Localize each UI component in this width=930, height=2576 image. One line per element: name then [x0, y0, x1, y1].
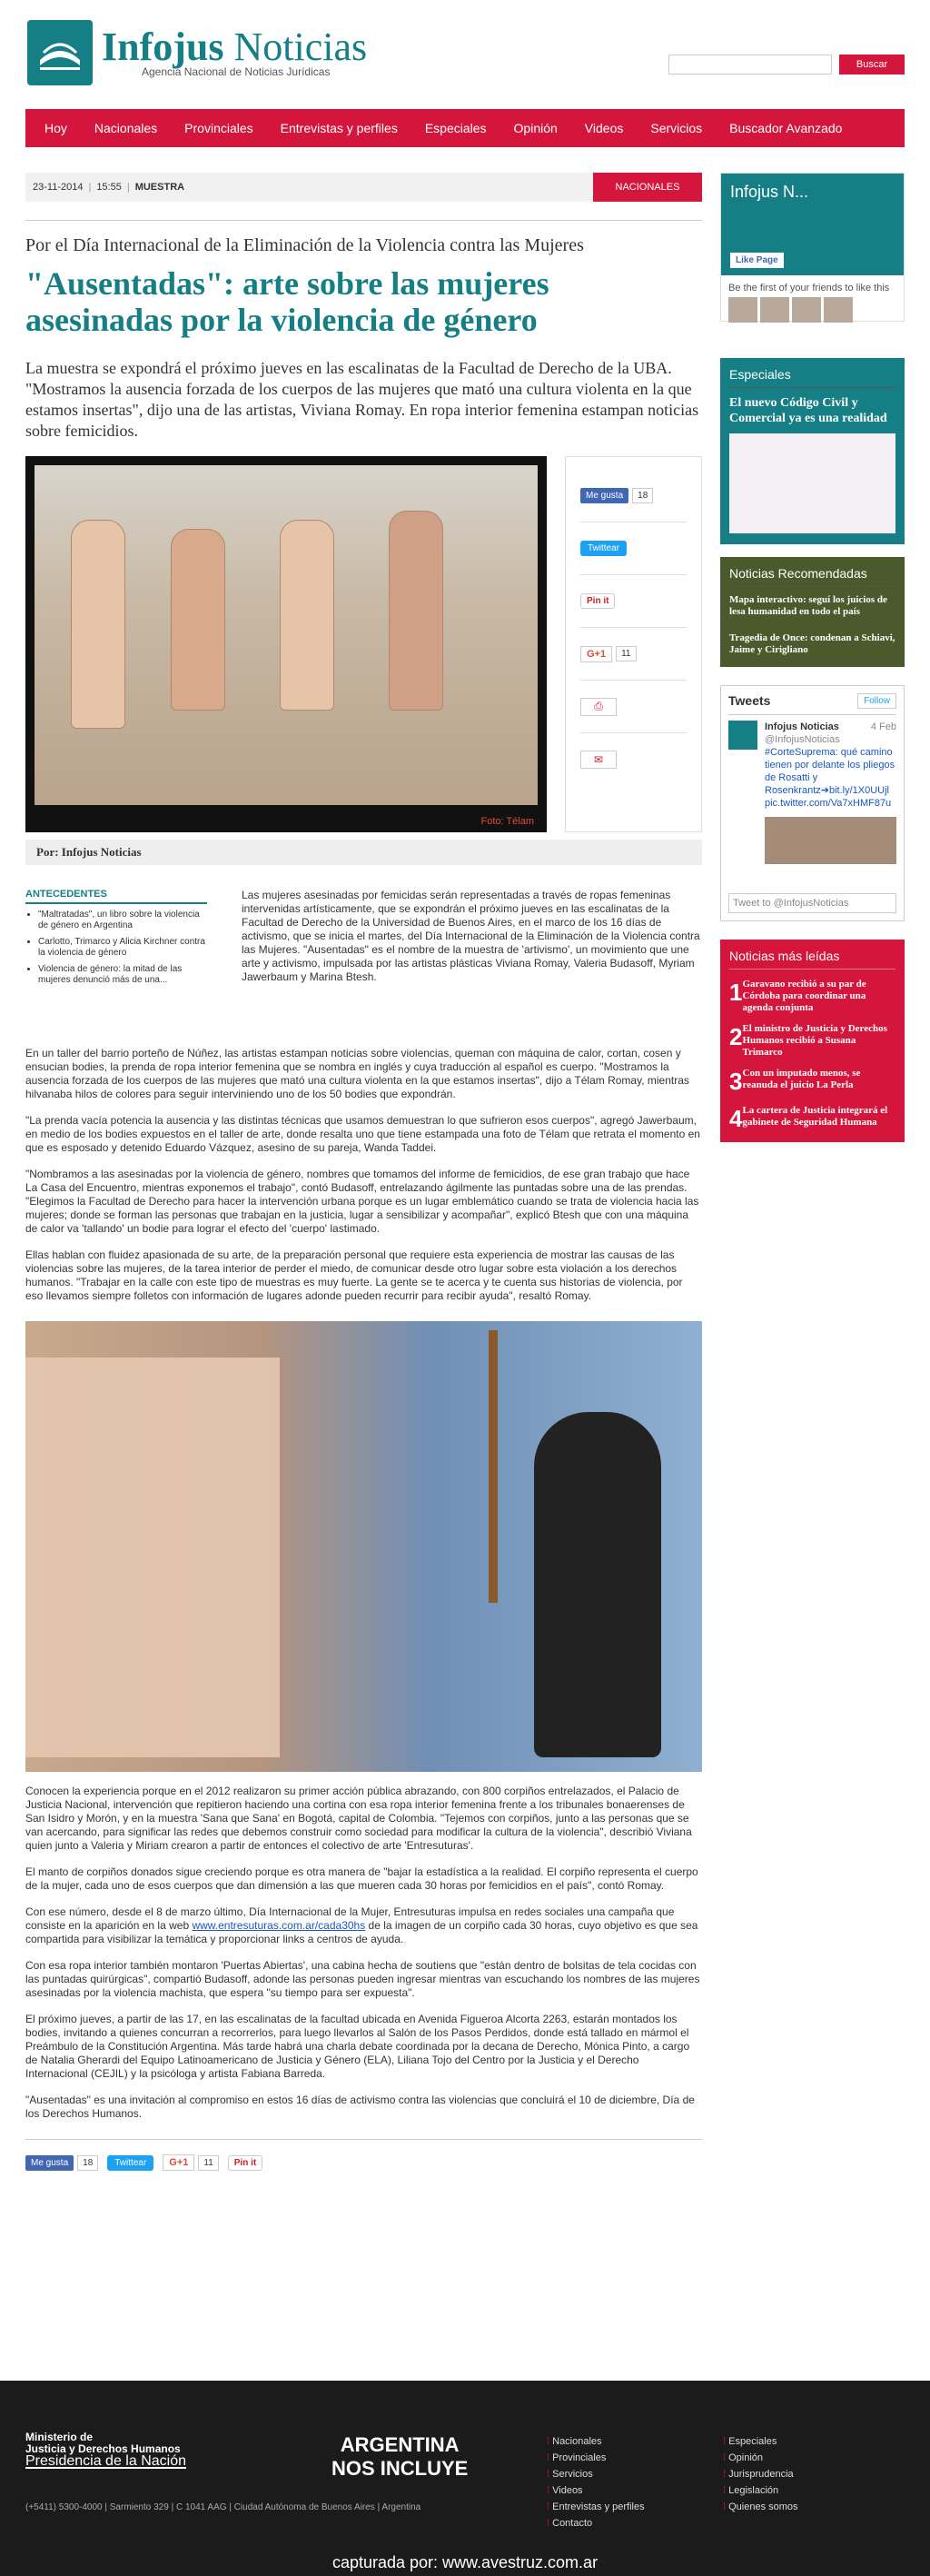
- nav-buscador[interactable]: Buscador Avanzado: [729, 121, 843, 135]
- photo-hanger: [489, 1330, 498, 1603]
- facebook-widget: [720, 173, 905, 322]
- ministry-logo[interactable]: Ministerio de Justicia y Derechos Humanos Presidencia de la Nación: [25, 2431, 186, 2469]
- section-badge[interactable]: NACIONALES: [593, 173, 702, 202]
- avatar: [728, 297, 757, 323]
- fb-page-title[interactable]: Infojus N...: [730, 183, 809, 201]
- most-read-item[interactable]: 1 Garavano recibió a su par de Córdoba para coordinar una agenda conjunta: [729, 979, 866, 1013]
- search-box: [668, 55, 905, 75]
- article-lead: La muestra se expondrá el próximo jueves en las escalinatas de la Facultad de Derecho de la UBA. "Mostramos la ausencia forzada de los cuerpos de las mujeres que mató una cultura violenta en la que estamos insertas", dijo una de las artistas, Viviana Romay. En ropa interior femenina estampan noticias sobre femicidios.: [25, 359, 699, 440]
- footer-links: [547, 2433, 645, 2531]
- paragraph: Con esa ropa interior también montaron 'Puertas Abiertas', una cabina hecha de soutiens que "están dentro de bolsitas de tela cocidas con las puntadas quirúrgicas", compartió Budasoff, adonde las personas pueden ingresar mientras van escuchando los nombres de las mujeres asesinadas por la violencia machista, que espera "su tiempo para ser expuesta".: [25, 1959, 700, 1999]
- fb-friends-text: Be the first of your friends to like this: [721, 275, 904, 330]
- capture-watermark: capturada por: www.avestruz.com.ar: [331, 2553, 599, 2571]
- article-label: MUESTRA: [134, 182, 185, 193]
- footer-link[interactable]: ⁞ Contacto: [547, 2515, 645, 2531]
- nav-hoy[interactable]: Hoy: [45, 121, 67, 135]
- header: [0, 0, 930, 109]
- related-title: ANTECEDENTES: [25, 889, 207, 904]
- paragraph: "Ausentadas" es una invitación al compromiso en estos 16 días de activismo contra las violencias que concluirá el 10 de diciembre, Día de los Derechos Humanos.: [25, 2094, 695, 2120]
- paragraph: Las mujeres asesinadas por femicidas serán representadas a través de ropas femeninas intervenidas artísticamente, que se expondrán el próximo jueves en las escalinatas de la Facultad de Derecho de la Universidad de Buenos Aires, en el marco de los 16 días de activismo, que se inicia el martes, del Día Internacional de la Eliminación de la Violencia contra las Mujeres. "Ausentadas" es el nombre de la muestra de 'artivismo', un movimiento que une arte y activismo, impulsada por las artistas plásticas Viviana Romay, Valeria Budasoff, Myriam Jawerbaum y Marina Btesh.: [242, 889, 700, 983]
- twitter-widget: [720, 685, 905, 921]
- pinterest-button[interactable]: Pin it: [228, 2155, 262, 2171]
- paragraph: Con ese número, desde el 8 de marzo último, Día Internacional de la Mujer, Entresuturas impulsa en redes sociales una campaña que consiste en la aparición en la web www.entresuturas.com.ar/cada30hs de la imagen de un corpiño cada 30 horas, cuyo objetivo es que sea compartida para visibilizar la temática y proporcionar links a centros de ayuda.: [25, 1905, 698, 1945]
- pinterest-button[interactable]: Pin it: [580, 593, 615, 609]
- footer-link[interactable]: ⁞ Jurisprudencia: [723, 2466, 798, 2482]
- gplus-button[interactable]: G+1: [580, 646, 612, 662]
- especiales-panel: [720, 358, 905, 544]
- footer-link[interactable]: ⁞ Legislación: [723, 2482, 798, 2499]
- paragraph: El manto de corpiños donados sigue creciendo porque es otra manera de "bajar la estadística a la realidad. El corpiño representa el cuerpo de la mujer, cada uno de esos cuerpos que dan dimensión a las que mueren cada 30 horas por femicidios en el país", contó Romay.: [25, 1865, 698, 1892]
- media-block: [25, 456, 702, 832]
- paragraph: En un taller del barrio porteño de Núñez, las artistas estampan noticias sobre violencias, queman con máquina de calor, cortan, cosen y ensucian bodies, la prenda de ropa interior femenina que se nombra en inglés y cuya traducción al español es cuerpo. "Mostramos la ausencia forzada de los cuerpos de las mujeres que mató una cultura violenta en la que estamos insertas", dijo a Télam Romay, mientras hilvanaba hilos de colores para seguir interviniendo uno de los 50 bodies que expondrán.: [25, 1047, 689, 1100]
- tweet-image[interactable]: [765, 817, 896, 864]
- photo-image: [35, 465, 538, 805]
- footer-link[interactable]: ⁞ Nacionales: [547, 2433, 645, 2450]
- avatar: [824, 297, 853, 323]
- recomendada-item[interactable]: Tragedia de Once: condenan a Schiavi, Jaime y Cirigliano: [729, 632, 895, 655]
- book-icon: [27, 20, 93, 85]
- gplus-count: 11: [198, 2155, 218, 2171]
- tweet: Infojus Noticias 4 Feb @InfojusNoticias #CorteSuprema: qué camino tienen por delante los pliegos de Rosatti y Rosenkrantz➔bit.ly/1X0UUjl pic.twitter.com/Va7xHMF87u: [728, 721, 896, 810]
- argentina-logo: ARGENTINA NOS INCLUYE: [331, 2433, 469, 2480]
- search-button[interactable]: Buscar: [839, 55, 905, 75]
- brand-name: Infojus Noticias: [102, 25, 368, 69]
- avatar: [792, 297, 821, 323]
- article-body: [25, 889, 702, 2171]
- brand-tagline: Agencia Nacional de Noticias Jurídicas: [142, 65, 331, 78]
- print-icon[interactable]: ⎙: [580, 698, 617, 716]
- follow-button[interactable]: Follow: [857, 693, 896, 709]
- tweet-button[interactable]: Twittear: [580, 541, 627, 556]
- bottom-share: [25, 2139, 702, 2171]
- paragraph: Ellas hablan con fluidez apasionada de su arte, de la preparación personal que requiere esta experiencia de mostrar las causas de las violencias sobre las mujeres, de la tarea interior de perder el miedo, de comunicar desde otro lugar sobre esta violación a los derechos humanos. "Trabajar en la calle con este tipo de muestras es muy fuerte. La gente se te acerca y te cuenta sus historias de violencia, por eso llevamos siempre folletos con información de lugares adonde pueden recurrir para recibir ayuda", resaltó Romay.: [25, 1248, 683, 1302]
- footer: [0, 2381, 930, 2576]
- nav-servicios[interactable]: Servicios: [650, 121, 703, 135]
- avatar: [760, 297, 789, 323]
- paragraph: El próximo jueves, a partir de las 17, en las escalinatas de la facultad ubicada en Avenida Figueroa Alcorta 2263, estarán montados los bodies, invitando a quienes concurran a recorrerlos, para luego llevarlos al Salón de los Pasos Perdidos, donde está tallado en mármol el Preámbulo de la Constitución Argentina. Más tarde habrá una charla debate coordinada por la decana de Derecho, Mónica Pinto, a cargo de Natalia Gherardi del Equipo Latinoamericano de Justicia y Género (ELA), Liliana Tojo del Centro por la Justicia y el Derecho Internacional (CEJIL) y la psicóloga y artista Fabiana Barreda.: [25, 2013, 690, 2080]
- most-read-item[interactable]: 3 Con un imputado menos, se reanuda el juicio La Perla: [729, 1068, 861, 1095]
- related-link[interactable]: "Maltratadas", un libro sobre la violencia de género en Argentina: [38, 910, 200, 930]
- recomendadas-title: Noticias Recomendadas: [729, 566, 895, 587]
- footer-links: [723, 2433, 798, 2515]
- garment: [389, 511, 443, 711]
- tweets-title: Tweets: [728, 693, 771, 708]
- photo-garment: [25, 1358, 280, 1757]
- nav-nacionales[interactable]: Nacionales: [94, 121, 158, 135]
- photo-person: [534, 1412, 661, 1757]
- related-link[interactable]: Carlotto, Trimarco y Alicia Kirchner contra la violencia de género: [38, 937, 205, 958]
- gplus-button[interactable]: G+1: [163, 2154, 194, 2171]
- article: [25, 173, 702, 2171]
- especiales-title: Especiales: [729, 367, 895, 388]
- most-read-item[interactable]: 4 La cartera de Justicia integrará el gabinete de Seguridad Humana: [729, 1105, 888, 1132]
- nav-especiales[interactable]: Especiales: [424, 121, 487, 135]
- tweet-button[interactable]: Twittear: [107, 2155, 153, 2171]
- paragraph: "La prenda vacía potencia la ausencia y las distintas técnicas que usamos demuestran lo que sufrieron esos cuerpos", agregó Jawerbaum, en medio de los bodies expuestos en el taller de arte, donde resalta uno que tiene estampada una foto de Télam que retrata el momento en que es esposado y detenido Eduardo Vázquez, asesino de su pareja, Wanda Taddei.: [25, 1114, 700, 1154]
- sidebar: [720, 173, 905, 1142]
- footer-link[interactable]: ⁞ Provinciales: [547, 2450, 645, 2466]
- nav-opinion[interactable]: Opinión: [513, 121, 558, 135]
- article-time: 15:55: [96, 182, 122, 193]
- related-link[interactable]: Violencia de género: la mitad de las mujeres denunció más de una...: [38, 964, 183, 985]
- footer-address: (+5411) 5300-4000 | Sarmiento 329 | C 1041 AAG | Ciudad Autónoma de Buenos Aires | Argentina: [25, 2502, 421, 2512]
- footer-link[interactable]: ⁞ Especiales: [723, 2433, 798, 2450]
- nav-entrevistas[interactable]: Entrevistas y perfiles: [280, 121, 398, 135]
- site-logo[interactable]: [27, 20, 367, 85]
- article-meta: 23-11-2014 | 15:55 | MUESTRA NACIONALES: [25, 173, 702, 202]
- entresuturas-link[interactable]: www.entresuturas.com.ar/cada30hs: [192, 1919, 366, 1932]
- second-photo: [25, 1321, 702, 1772]
- search-input[interactable]: [668, 55, 832, 75]
- avatar: [728, 721, 757, 750]
- especiales-image[interactable]: [729, 433, 895, 533]
- divider: [25, 220, 702, 221]
- footer-link[interactable]: ⁞ Servicios: [547, 2466, 645, 2482]
- footer-link[interactable]: ⁞ Opinión: [723, 2450, 798, 2466]
- article-date: 23-11-2014: [33, 182, 84, 193]
- recomendada-item[interactable]: Mapa interactivo: seguí los juicios de lesa humanidad en todo el país: [729, 594, 887, 617]
- related-box: [25, 889, 207, 986]
- mail-icon[interactable]: ✉: [580, 751, 617, 769]
- fb-like-page-button[interactable]: Like Page: [730, 253, 784, 268]
- recomendadas-panel: [720, 557, 905, 667]
- gplus-count: 11: [616, 646, 636, 661]
- main-nav: [25, 109, 905, 147]
- like-count: 18: [632, 488, 653, 503]
- footer-link[interactable]: ⁞ Entrevistas y perfiles: [547, 2499, 645, 2515]
- paragraph: "Nombramos a las asesinadas por la violencia de género, nombres que tomamos del informe de femicidios, de ese gran trabajo que hace La Casa del Encuentro, mientras exponemos el trabajo", contó Budasoff, entrelazando ágilmente las puntadas sobre una de las prendas. "Elegimos la Facultad de Derecho para hacer la intervención urbana porque es un lugar emblemático cuando se trata de violencia hacia las mujeres; donde se forman las personas que trabajan en la justicia, lugar a sensibilizar y acompañar", explicó Btesh que con una máquina de calor va 'tallando' un bodie para lograr el efecto del 'cuerpo' lastimado.: [25, 1168, 699, 1235]
- article-author: Por: Infojus Noticias: [25, 840, 702, 865]
- paragraph: Conocen la experiencia porque en el 2012 realizaron su primer acción pública abrazando, con 800 corpiños entrelazados, el Palacio de Justicia Nacional, intervención que repitieron haciendo una cortina con esa ropa interior femenina frente a los tribunales bonaerenses de San Isidro y Morón, y en la muestra 'Sana que Sana' en Bogotá, capital de Colombia. "Tejemos con corpiños, junto a las personas que se van acercando, para significar las redes que debemos construir como sociedad para modificar la cultura de la violencia", describió Viviana quien junto a Valeria y Miriam crearon a partir de entonces el colectivo de arte 'Entresuturas'.: [25, 1785, 692, 1852]
- photo-credit: Foto: Télam: [480, 816, 534, 827]
- footer-link[interactable]: ⁞ Videos: [547, 2482, 645, 2499]
- most-read-item[interactable]: 2 El ministro de Justicia y Derechos Humanos recibió a Susana Trimarco: [729, 1023, 887, 1058]
- article-pretitle: Por el Día Internacional de la Eliminación de la Violencia contra las Mujeres: [25, 235, 584, 255]
- facebook-like-button[interactable]: Me gusta: [580, 488, 628, 503]
- like-count: 18: [77, 2155, 98, 2171]
- most-read-title: Noticias más leídas: [729, 949, 895, 970]
- garment: [280, 520, 334, 711]
- nav-provinciales[interactable]: Provinciales: [184, 121, 253, 135]
- garment: [171, 529, 225, 711]
- main-photo[interactable]: [25, 456, 547, 832]
- tweet-input[interactable]: Tweet to @InfojusNoticias: [728, 893, 896, 913]
- article-title: "Ausentadas": arte sobre las mujeres asesinadas por la violencia de género: [25, 265, 549, 338]
- facebook-like-button[interactable]: Me gusta: [25, 2155, 74, 2171]
- most-read-panel: [720, 940, 905, 1142]
- nav-videos[interactable]: Videos: [584, 121, 624, 135]
- garment: [71, 520, 125, 729]
- footer-link[interactable]: ⁞ Quienes somos: [723, 2499, 798, 2515]
- share-panel: [565, 456, 702, 832]
- especiales-headline[interactable]: El nuevo Código Civil y Comercial ya es una realidad: [729, 396, 887, 425]
